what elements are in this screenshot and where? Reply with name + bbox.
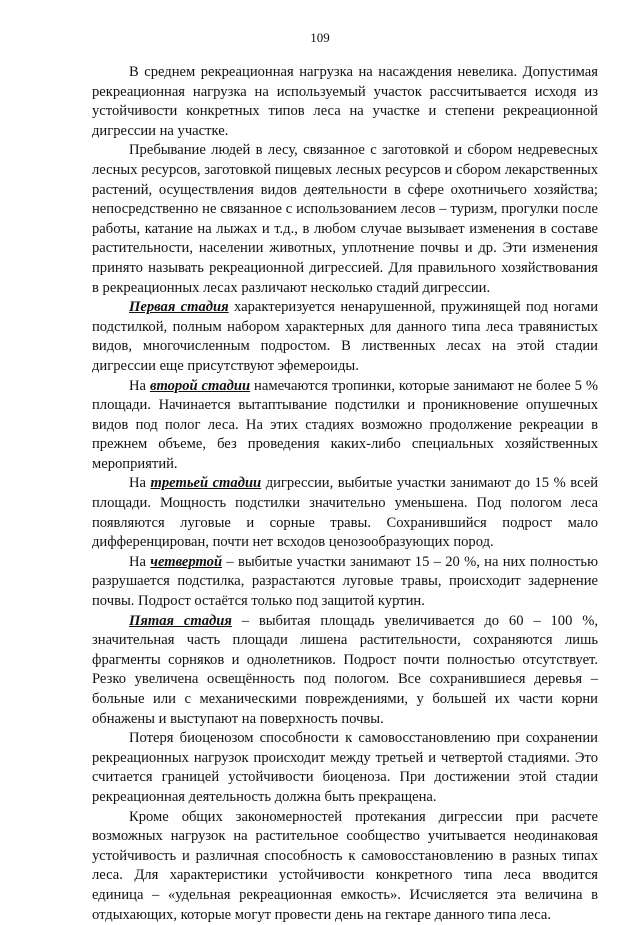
page-number: 109 [310,30,330,45]
stage-2-text: намечаются тропинки, которые занимают не более 5 % площади. Начинается вытаптывание подстилки и проникновение опушечных видов под полог леса. На этих стадиях возможно продолжение рекреации в прежнем объеме, без проведения каких-либо специальных хозяйственных мероприятий. [92,377,599,472]
stage-5-term: Пятая стадия [129,612,232,629]
stage-3-prefix: На [129,475,151,492]
stage-3-text: дигрессии, выбитые участки занимают до 15 % всей площади. Мощность подстилки значительно уменьшена. Под пологом леса появляются луговые и сорные травы. Сохранившийся подрост мало дифференцирован, почти нет всходов ценозообразующих пород. [92,475,599,551]
stage-4-term: четвертой [150,553,223,570]
paragraph-stage-5 [92,612,598,730]
paragraph-stage-3 [92,474,598,552]
stage-5-text: – выбитая площадь увеличивается до 60 – 100 %, значительная часть площади лишена растительности, сохраняются лишь фрагменты сорняков и однолетников. Подрост почти полностью отсутствует. Резко увеличена освещённость под пологом. Все сохранившиеся деревья – больные или с механическими повреждениями, у большей их части корни обнажены и выступают на поверхность почвы. [92,612,599,727]
paragraph-stability-limit: Потеря биоценозом способности к самовосстановлению при сохранении рекреационных нагрузок происходит между третьей и четвертой стадиями. Это считается границей устойчивости биоценоза. При достижении этой стадии рекреационная деятельность должна быть прекращена. [92,730,598,805]
stage-3-term: третьей стадии [150,475,262,492]
stage-1-term: Первая стадия [129,299,229,316]
paragraph-recreational-load: В среднем рекреационная нагрузка на насаждения невелика. Допустимая рекреационная нагрузка на используемый участок рассчитывается исходя из устойчивости конкретных типов леса на участке и степени рекреационной дигрессии на участке. [92,64,598,139]
paragraph-recreational-capacity: Кроме общих закономерностей протекания дигрессии при расчете возможных нагрузок на растительное сообщество учитывается неодинаковая устойчивость и различная способность к самовосстановлению в разных типах леса. Для характеристики устойчивости конкретного типа леса вводится единица – «удельная рекреационная емкость». Исчисляется эта величина в отдыхающих, которые могут провести день на гектаре данного типа леса. [92,808,598,923]
paragraph-digression-definition: Пребывание людей в лесу, связанное с заготовкой и сбором недревесных лесных ресурсов, заготовкой пищевых лесных ресурсов и сбором лекарственных растений, осуществления видов деятельности в сфере охотничьего хозяйства; непосредственно не связанное с использованием лесов – туризм, прогулки после работы, катание на лыжах и т.д., в любом случае вызывает изменения в составе растительности, населении животных, уплотнение почвы и др. Эти изменения принято называть рекреационной дигрессией. Для правильного хозяйствования в рекреационных лесах различают несколько стадий дигрессии. [92,142,598,296]
stage-4-text: – выбитые участки занимают 15 – 20 %, на них полностью разрушается подстилка, разрастаются луговые травы, происходит задернение почвы. Подрост остаётся только под защитой куртин. [92,553,598,610]
stage-1-text: характеризуется ненарушенной, пружинящей под ногами подстилкой, полным набором характерных для данного типа леса травянистых видов, многочисленным подростом. В лиственных лесах на этой стадии дигрессии еще присутствуют эфемероиды. [92,299,599,374]
page-content [92,63,598,925]
stage-2-term: второй стадии [149,377,251,394]
paragraph-stage-1 [92,298,598,376]
stage-4-prefix: На [129,553,151,570]
paragraph-stage-4 [92,553,598,612]
paragraph-stage-2 [92,377,598,475]
stage-2-prefix: На [129,377,150,394]
